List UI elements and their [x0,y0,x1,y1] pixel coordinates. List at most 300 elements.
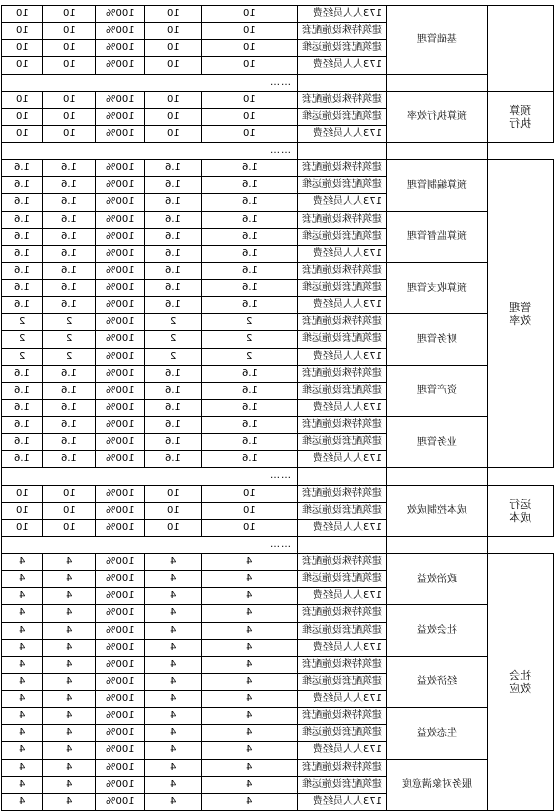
item-cell [298,40,387,57]
item-cell [298,211,387,228]
item-text: 建筑特殊设施配套 [302,316,382,328]
value-cell [145,348,202,365]
item-text: 173人人员经费 [312,453,382,465]
value-cell [43,108,96,125]
value-cell [96,434,145,451]
sub-criterion [387,262,488,313]
value-text: 100% [105,641,135,653]
value-text: 2 [169,316,177,328]
value-cell [96,708,145,725]
value-text: 1.6 [61,436,77,448]
value-text: 4 [18,710,26,722]
value-cell [96,177,145,194]
group-criterion [488,554,554,811]
value-text: 4 [65,795,73,807]
value-cell [96,622,145,639]
value-cell [2,708,43,725]
value-cell [202,571,298,588]
sub-criterion [387,485,488,536]
value-cell [2,605,43,622]
value-text: 4 [169,573,177,585]
value-cell [2,245,43,262]
value-cell [145,725,202,742]
item-text: 建筑配套设施运维 [302,624,382,636]
value-text: 4 [18,744,26,756]
value-cell [43,776,96,793]
value-cell [2,588,43,605]
item-text: 建筑特殊设施配套 [302,367,382,379]
ellipsis-row [2,536,298,553]
value-text: 100% [105,693,135,705]
value-cell [202,57,298,74]
value-text: 10 [243,504,256,516]
value-cell [2,211,43,228]
value-text: 4 [169,795,177,807]
value-cell [145,742,202,759]
value-cell [43,742,96,759]
value-cell [145,194,202,211]
sub-criterion-text: 业务管理 [417,436,457,448]
value-cell [96,656,145,673]
value-cell [43,708,96,725]
value-cell [2,691,43,708]
value-text: 10 [15,93,29,105]
value-cell [43,365,96,382]
value-text: 4 [65,693,73,705]
item-text: 建筑配套设施运维 [302,282,382,294]
value-cell [2,417,43,434]
value-text: 100% [105,247,135,259]
value-cell [96,262,145,279]
value-cell [43,725,96,742]
value-text: 1.6 [241,419,258,431]
value-cell [2,108,43,125]
value-text: 4 [246,607,253,619]
value-cell [145,502,202,519]
value-text: 1.6 [14,264,30,276]
item-cell [298,759,387,776]
value-cell [145,519,202,536]
value-cell [202,245,298,262]
group-criterion [488,485,554,536]
value-text: 10 [15,42,29,54]
value-cell [202,485,298,502]
value-cell [145,108,202,125]
value-text: 10 [243,42,256,54]
value-text: 4 [169,727,177,739]
value-cell [202,382,298,399]
value-cell [145,656,202,673]
value-text: 1.6 [61,282,77,294]
item-cell [298,639,387,656]
value-text: 4 [246,744,253,756]
value-text: 1.6 [241,230,258,242]
blank-cell [298,536,387,553]
value-text: 100% [105,710,135,722]
value-text: 100% [105,727,135,739]
item-text: 173人人员经费 [312,350,382,362]
value-cell [96,417,145,434]
group-criterion-text: 社会效应 [509,669,532,695]
item-cell [298,502,387,519]
value-text: 4 [246,675,253,687]
value-cell [96,40,145,57]
value-text: 10 [243,110,256,122]
item-text: 173人人员经费 [312,401,382,413]
value-cell [202,451,298,468]
value-cell [96,742,145,759]
value-text: 100% [105,504,135,516]
value-text: 1.6 [165,436,181,448]
item-text: 建筑特殊设施配套 [302,264,382,276]
value-cell [145,451,202,468]
value-cell [43,417,96,434]
value-text: 4 [246,624,253,636]
item-text: 173人人员经费 [312,8,382,20]
value-cell [2,673,43,690]
ellipsis-text: …… [269,538,291,550]
ellipsis-row [2,468,298,485]
value-cell [202,280,298,297]
value-cell [43,297,96,314]
value-cell [2,656,43,673]
item-cell [298,656,387,673]
value-text: 4 [65,590,73,602]
blank-cell [298,143,387,160]
value-text: 4 [169,556,177,568]
value-cell [2,451,43,468]
value-text: 10 [62,127,76,139]
group-criterion [488,91,554,142]
value-text: 1.6 [14,299,30,311]
value-text: 10 [166,8,180,20]
value-cell [96,365,145,382]
value-cell [43,194,96,211]
value-cell [96,485,145,502]
value-text: 1.6 [61,419,77,431]
value-text: 4 [246,573,253,585]
value-text: 4 [18,693,26,705]
item-cell [298,399,387,416]
item-cell [298,108,387,125]
value-text: 10 [62,42,76,54]
value-text: 10 [62,504,76,516]
table-row [2,468,554,485]
value-cell [43,656,96,673]
value-cell [145,571,202,588]
item-text: 建筑特殊设施配套 [302,556,382,568]
table-row [2,143,554,160]
item-cell [298,725,387,742]
value-cell [96,691,145,708]
value-cell [96,160,145,177]
value-text: 100% [105,487,135,499]
value-text: 1.6 [61,264,77,276]
value-text: 100% [105,367,135,379]
table-row [2,262,554,279]
value-text: 2 [65,350,73,362]
value-text: 1.6 [14,384,30,396]
blank-cell [298,468,387,485]
value-cell [96,673,145,690]
value-cell [202,40,298,57]
value-cell [43,759,96,776]
value-text: 4 [169,744,177,756]
value-cell [2,348,43,365]
value-cell [145,554,202,571]
value-cell [2,177,43,194]
table-row [2,365,554,382]
value-cell [202,519,298,536]
item-cell [298,673,387,690]
value-text: 1.6 [14,247,30,259]
value-cell [2,91,43,108]
value-text: 4 [169,641,177,653]
value-text: 1.6 [241,247,258,259]
value-cell [202,331,298,348]
ellipsis-row [2,143,298,160]
item-cell [298,622,387,639]
value-cell [96,793,145,810]
value-text: 2 [65,333,73,345]
table-row [2,759,554,776]
table-row [2,417,554,434]
item-cell [298,519,387,536]
item-text: 173人人员经费 [312,795,382,807]
value-text: 100% [105,8,135,20]
value-text: 100% [105,453,135,465]
item-cell [298,280,387,297]
value-cell [96,399,145,416]
value-text: 10 [62,59,76,71]
value-cell [96,125,145,142]
value-cell [43,485,96,502]
item-text: 建筑特殊设施配套 [302,162,382,174]
value-cell [2,434,43,451]
value-cell [2,793,43,810]
item-cell [298,177,387,194]
table-row [2,605,554,622]
value-text: 100% [105,419,135,431]
item-text: 建筑特殊设施配套 [302,25,382,37]
value-cell [202,656,298,673]
value-text: 1.6 [165,179,181,191]
item-cell [298,776,387,793]
value-text: 1.6 [241,282,258,294]
value-cell [96,6,145,23]
indicator-table [1,5,554,811]
value-text: 100% [105,230,135,242]
value-cell [2,228,43,245]
value-cell [2,725,43,742]
value-text: 10 [243,25,256,37]
value-text: 1.6 [241,179,258,191]
item-cell [298,91,387,108]
value-text: 4 [18,778,26,790]
value-cell [2,519,43,536]
group-criterion-text: 运行成本 [509,497,532,524]
value-text: 100% [105,744,135,756]
item-text: 建筑特殊设施配套 [302,607,382,619]
item-text: 建筑配套设施运维 [302,384,382,396]
item-text: 建筑配套设施运维 [302,42,382,54]
value-text: 10 [243,487,256,499]
value-text: 1.6 [165,196,181,208]
blank-cell [298,74,387,91]
value-cell [145,262,202,279]
item-text: 173人人员经费 [312,641,382,653]
item-text: 建筑特殊设施配套 [302,487,382,499]
value-cell [145,776,202,793]
value-text: 4 [246,590,253,602]
value-cell [145,177,202,194]
value-text: 4 [246,778,253,790]
sub-criterion [387,656,488,707]
table-row [2,314,554,331]
value-cell [145,605,202,622]
value-text: 4 [169,624,177,636]
value-text: 1.6 [165,230,181,242]
value-cell [202,160,298,177]
value-cell [96,314,145,331]
value-text: 4 [246,658,253,670]
item-cell [298,228,387,245]
value-text: 1.6 [61,230,77,242]
value-text: 10 [15,504,29,516]
value-text: 100% [105,59,135,71]
value-text: 1.6 [14,179,30,191]
value-cell [2,57,43,74]
value-text: 10 [62,93,76,105]
value-text: 4 [65,607,73,619]
value-text: 1.6 [61,247,77,259]
value-cell [2,485,43,502]
value-cell [145,211,202,228]
value-text: 1.6 [14,213,30,225]
value-text: 100% [105,316,135,328]
value-text: 2 [65,316,73,328]
value-text: 10 [62,25,76,37]
value-cell [2,776,43,793]
item-text: 建筑特殊设施配套 [302,213,382,225]
value-cell [202,639,298,656]
item-cell [298,588,387,605]
value-text: 1.6 [165,264,181,276]
value-cell [145,759,202,776]
value-text: 1.6 [61,196,77,208]
value-cell [96,57,145,74]
value-cell [96,382,145,399]
value-text: 10 [166,127,180,139]
value-text: 1.6 [165,247,181,259]
item-cell [298,23,387,40]
item-cell [298,125,387,142]
item-cell [298,194,387,211]
value-cell [96,297,145,314]
value-cell [2,331,43,348]
value-cell [202,434,298,451]
value-text: 1.6 [61,162,77,174]
value-text: 2 [18,333,26,345]
value-cell [145,91,202,108]
value-cell [43,245,96,262]
value-cell [202,211,298,228]
value-cell [202,588,298,605]
value-cell [2,160,43,177]
value-cell [43,160,96,177]
value-text: 100% [105,299,135,311]
sub-criterion-text: 预算监督管理 [407,231,467,243]
value-cell [43,23,96,40]
value-text: 100% [105,213,135,225]
blank-cell [387,74,488,91]
item-text: 173人人员经费 [312,299,382,311]
value-text: 10 [15,59,29,71]
value-text: 1.6 [165,162,181,174]
item-cell [298,554,387,571]
value-text: 10 [166,521,180,533]
item-text: 173人人员经费 [312,196,382,208]
value-text: 100% [105,282,135,294]
sub-criterion-text: 基础管理 [417,34,457,46]
value-text: 100% [105,384,135,396]
value-text: 4 [246,556,253,568]
value-cell [145,331,202,348]
item-cell [298,262,387,279]
group-criterion [488,6,554,92]
item-cell [298,793,387,810]
value-text: 100% [105,127,135,139]
item-text: 173人人员经费 [312,127,382,139]
value-text: 1.6 [61,367,77,379]
value-cell [43,434,96,451]
value-text: 1.6 [14,230,30,242]
value-cell [145,160,202,177]
value-text: 100% [105,795,135,807]
value-text: 4 [246,761,253,773]
value-text: 4 [169,693,177,705]
item-text: 建筑配套设施运维 [302,675,382,687]
value-cell [43,571,96,588]
value-text: 1.6 [61,179,77,191]
value-text: 10 [166,93,180,105]
value-cell [202,691,298,708]
value-text: 10 [243,93,256,105]
value-cell [96,194,145,211]
value-text: 1.6 [241,299,258,311]
value-cell [96,23,145,40]
value-cell [2,297,43,314]
table-row [2,211,554,228]
value-cell [202,177,298,194]
value-cell [145,382,202,399]
value-text: 100% [105,675,135,687]
value-text: 4 [169,607,177,619]
value-text: 1.6 [241,436,258,448]
item-text: 建筑特殊设施配套 [302,658,382,670]
value-text: 10 [166,504,180,516]
value-cell [96,605,145,622]
sub-criterion [387,417,488,468]
item-text: 建筑配套设施运维 [302,778,382,790]
value-cell [202,297,298,314]
value-text: 4 [169,658,177,670]
sub-criterion [387,91,488,142]
value-text: 1.6 [241,196,258,208]
value-text: 4 [18,624,26,636]
value-cell [43,177,96,194]
item-text: 建筑特殊设施配套 [302,710,382,722]
